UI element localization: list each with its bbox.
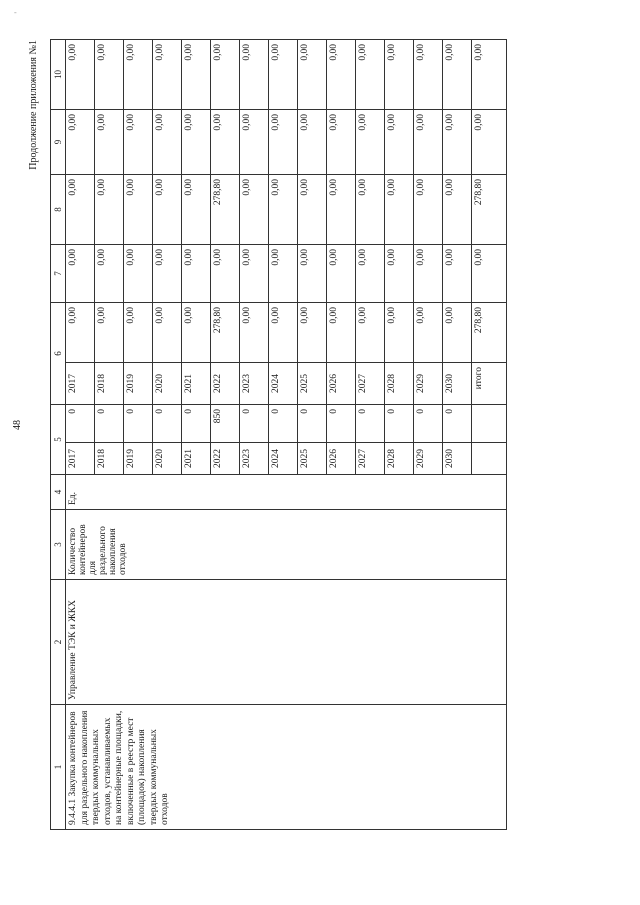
plan-year: 2022 xyxy=(211,443,240,475)
finance-col-10: 0,00 xyxy=(443,40,472,110)
finance-col-8: 0,00 xyxy=(240,175,269,245)
finance-total: 0,00 xyxy=(356,303,385,363)
finance-col-8: 0,00 xyxy=(443,175,472,245)
finance-col-9: 0,00 xyxy=(269,110,298,175)
finance-col-10: 0,00 xyxy=(124,40,153,110)
plan-value: 0 xyxy=(356,405,385,443)
header-col-2: 2 xyxy=(51,580,66,705)
finance-col-9: 0,00 xyxy=(443,110,472,175)
finance-col-7: 0,00 xyxy=(211,245,240,303)
plan-year: 2029 xyxy=(414,443,443,475)
finance-col-9: 0,00 xyxy=(240,110,269,175)
finance-total: 278,80 xyxy=(211,303,240,363)
plan-year: 2021 xyxy=(182,443,211,475)
plan-year: 2028 xyxy=(385,443,414,475)
finance-total: 0,00 xyxy=(153,303,182,363)
plan-value: 0 xyxy=(182,405,211,443)
finance-col-8: 0,00 xyxy=(182,175,211,245)
finance-col-9: 0,00 xyxy=(298,110,327,175)
finance-year: 2024 xyxy=(269,363,298,405)
plan-year: 2019 xyxy=(124,443,153,475)
measure-unit: Ед. xyxy=(66,475,507,510)
plan-value: 0 xyxy=(269,405,298,443)
plan-value: 0 xyxy=(153,405,182,443)
finance-col-10: 0,00 xyxy=(153,40,182,110)
finance-col-7: 0,00 xyxy=(153,245,182,303)
finance-year: 2029 xyxy=(414,363,443,405)
totals-col-10: 0,00 xyxy=(472,40,507,110)
finance-year: 2023 xyxy=(240,363,269,405)
finance-col-10: 0,00 xyxy=(414,40,443,110)
finance-col-10: 0,00 xyxy=(95,40,124,110)
finance-col-7: 0,00 xyxy=(298,245,327,303)
plan-value: 0 xyxy=(298,405,327,443)
plan-value: 0 xyxy=(443,405,472,443)
finance-year: 2027 xyxy=(356,363,385,405)
finance-col-9: 0,00 xyxy=(153,110,182,175)
plan-value: 0 xyxy=(240,405,269,443)
plan-value: 0 xyxy=(95,405,124,443)
measure-indicator: Количество контейнеров для раздельного накопления отходов xyxy=(66,510,507,580)
finance-col-10: 0,00 xyxy=(385,40,414,110)
finance-year: 2019 xyxy=(124,363,153,405)
finance-col-8: 278,80 xyxy=(211,175,240,245)
page-number: 48 xyxy=(12,420,23,430)
finance-total: 0,00 xyxy=(95,303,124,363)
finance-col-10: 0,00 xyxy=(211,40,240,110)
plan-value: 0 xyxy=(327,405,356,443)
finance-year: 2028 xyxy=(385,363,414,405)
totals-label: итого xyxy=(472,363,507,405)
finance-col-10: 0,00 xyxy=(66,40,95,110)
finance-col-7: 0,00 xyxy=(182,245,211,303)
totals-empty xyxy=(472,443,507,475)
finance-col-9: 0,00 xyxy=(66,110,95,175)
header-col-8: 8 xyxy=(51,175,66,245)
finance-col-8: 0,00 xyxy=(414,175,443,245)
finance-total: 0,00 xyxy=(414,303,443,363)
finance-col-9: 0,00 xyxy=(356,110,385,175)
measure-name: 9.4.4.1 Закупка контейнеров для раздельного накопления твердых коммунальных отходов, устанавливаемых на контейнерные площадки, включенные в реестр мест (площадок) накопления твердых коммунальных отходов xyxy=(66,705,507,830)
finance-col-8: 0,00 xyxy=(66,175,95,245)
header-col-5: 5 xyxy=(51,405,66,475)
finance-col-8: 0,00 xyxy=(153,175,182,245)
finance-col-9: 0,00 xyxy=(95,110,124,175)
totals-col-8: 278,80 xyxy=(472,175,507,245)
finance-col-10: 0,00 xyxy=(269,40,298,110)
finance-col-7: 0,00 xyxy=(385,245,414,303)
finance-total: 0,00 xyxy=(385,303,414,363)
finance-col-9: 0,00 xyxy=(182,110,211,175)
finance-total: 0,00 xyxy=(327,303,356,363)
finance-col-10: 0,00 xyxy=(298,40,327,110)
continuation-label: Продолжение приложения №1 xyxy=(28,40,39,170)
finance-col-9: 0,00 xyxy=(124,110,153,175)
plan-value: 0 xyxy=(385,405,414,443)
finance-year: 2022 xyxy=(211,363,240,405)
finance-col-8: 0,00 xyxy=(356,175,385,245)
finance-col-7: 0,00 xyxy=(269,245,298,303)
header-col-4: 4 xyxy=(51,475,66,510)
plan-year: 2030 xyxy=(443,443,472,475)
finance-total: 0,00 xyxy=(182,303,211,363)
plan-value: 0 xyxy=(66,405,95,443)
finance-year: 2020 xyxy=(153,363,182,405)
header-row xyxy=(51,40,66,830)
totals-total: 278,80 xyxy=(472,303,507,363)
finance-col-10: 0,00 xyxy=(356,40,385,110)
finance-col-8: 0,00 xyxy=(124,175,153,245)
finance-total: 0,00 xyxy=(269,303,298,363)
finance-year: 2026 xyxy=(327,363,356,405)
header-col-6: 6 xyxy=(51,303,66,405)
finance-col-8: 0,00 xyxy=(269,175,298,245)
plan-year: 2027 xyxy=(356,443,385,475)
table-row xyxy=(66,40,95,830)
finance-col-7: 0,00 xyxy=(443,245,472,303)
finance-col-7: 0,00 xyxy=(66,245,95,303)
finance-col-9: 0,00 xyxy=(327,110,356,175)
plan-value: 850 xyxy=(211,405,240,443)
finance-col-7: 0,00 xyxy=(414,245,443,303)
totals-empty xyxy=(472,405,507,443)
finance-col-10: 0,00 xyxy=(182,40,211,110)
header-col-3: 3 xyxy=(51,510,66,580)
plan-value: 0 xyxy=(124,405,153,443)
finance-col-10: 0,00 xyxy=(327,40,356,110)
header-col-1: 1 xyxy=(51,705,66,830)
finance-col-9: 0,00 xyxy=(414,110,443,175)
finance-col-7: 0,00 xyxy=(240,245,269,303)
finance-total: 0,00 xyxy=(124,303,153,363)
finance-year: 2030 xyxy=(443,363,472,405)
measure-executor: Управление ТЭК и ЖКХ xyxy=(66,580,507,705)
finance-col-7: 0,00 xyxy=(124,245,153,303)
plan-year: 2024 xyxy=(269,443,298,475)
scan-mark: - xyxy=(14,8,17,17)
finance-col-8: 0,00 xyxy=(327,175,356,245)
totals-col-7: 0,00 xyxy=(472,245,507,303)
header-col-9: 9 xyxy=(51,110,66,175)
plan-year: 2023 xyxy=(240,443,269,475)
finance-year: 2017 xyxy=(66,363,95,405)
header-col-7: 7 xyxy=(51,245,66,303)
finance-year: 2018 xyxy=(95,363,124,405)
plan-year: 2025 xyxy=(298,443,327,475)
finance-col-10: 0,00 xyxy=(240,40,269,110)
finance-total: 0,00 xyxy=(240,303,269,363)
finance-total: 0,00 xyxy=(443,303,472,363)
finance-year: 2021 xyxy=(182,363,211,405)
rotated-sheet xyxy=(12,40,575,830)
finance-col-8: 0,00 xyxy=(385,175,414,245)
finance-col-8: 0,00 xyxy=(298,175,327,245)
plan-year: 2020 xyxy=(153,443,182,475)
finance-col-9: 0,00 xyxy=(211,110,240,175)
plan-year: 2018 xyxy=(95,443,124,475)
finance-col-7: 0,00 xyxy=(95,245,124,303)
program-table xyxy=(50,39,507,830)
finance-year: 2025 xyxy=(298,363,327,405)
finance-col-9: 0,00 xyxy=(385,110,414,175)
plan-value: 0 xyxy=(414,405,443,443)
totals-col-9: 0,00 xyxy=(472,110,507,175)
finance-col-7: 0,00 xyxy=(327,245,356,303)
finance-col-8: 0,00 xyxy=(95,175,124,245)
finance-total: 0,00 xyxy=(66,303,95,363)
finance-col-7: 0,00 xyxy=(356,245,385,303)
plan-year: 2026 xyxy=(327,443,356,475)
plan-year: 2017 xyxy=(66,443,95,475)
finance-total: 0,00 xyxy=(298,303,327,363)
header-col-10: 10 xyxy=(51,40,66,110)
